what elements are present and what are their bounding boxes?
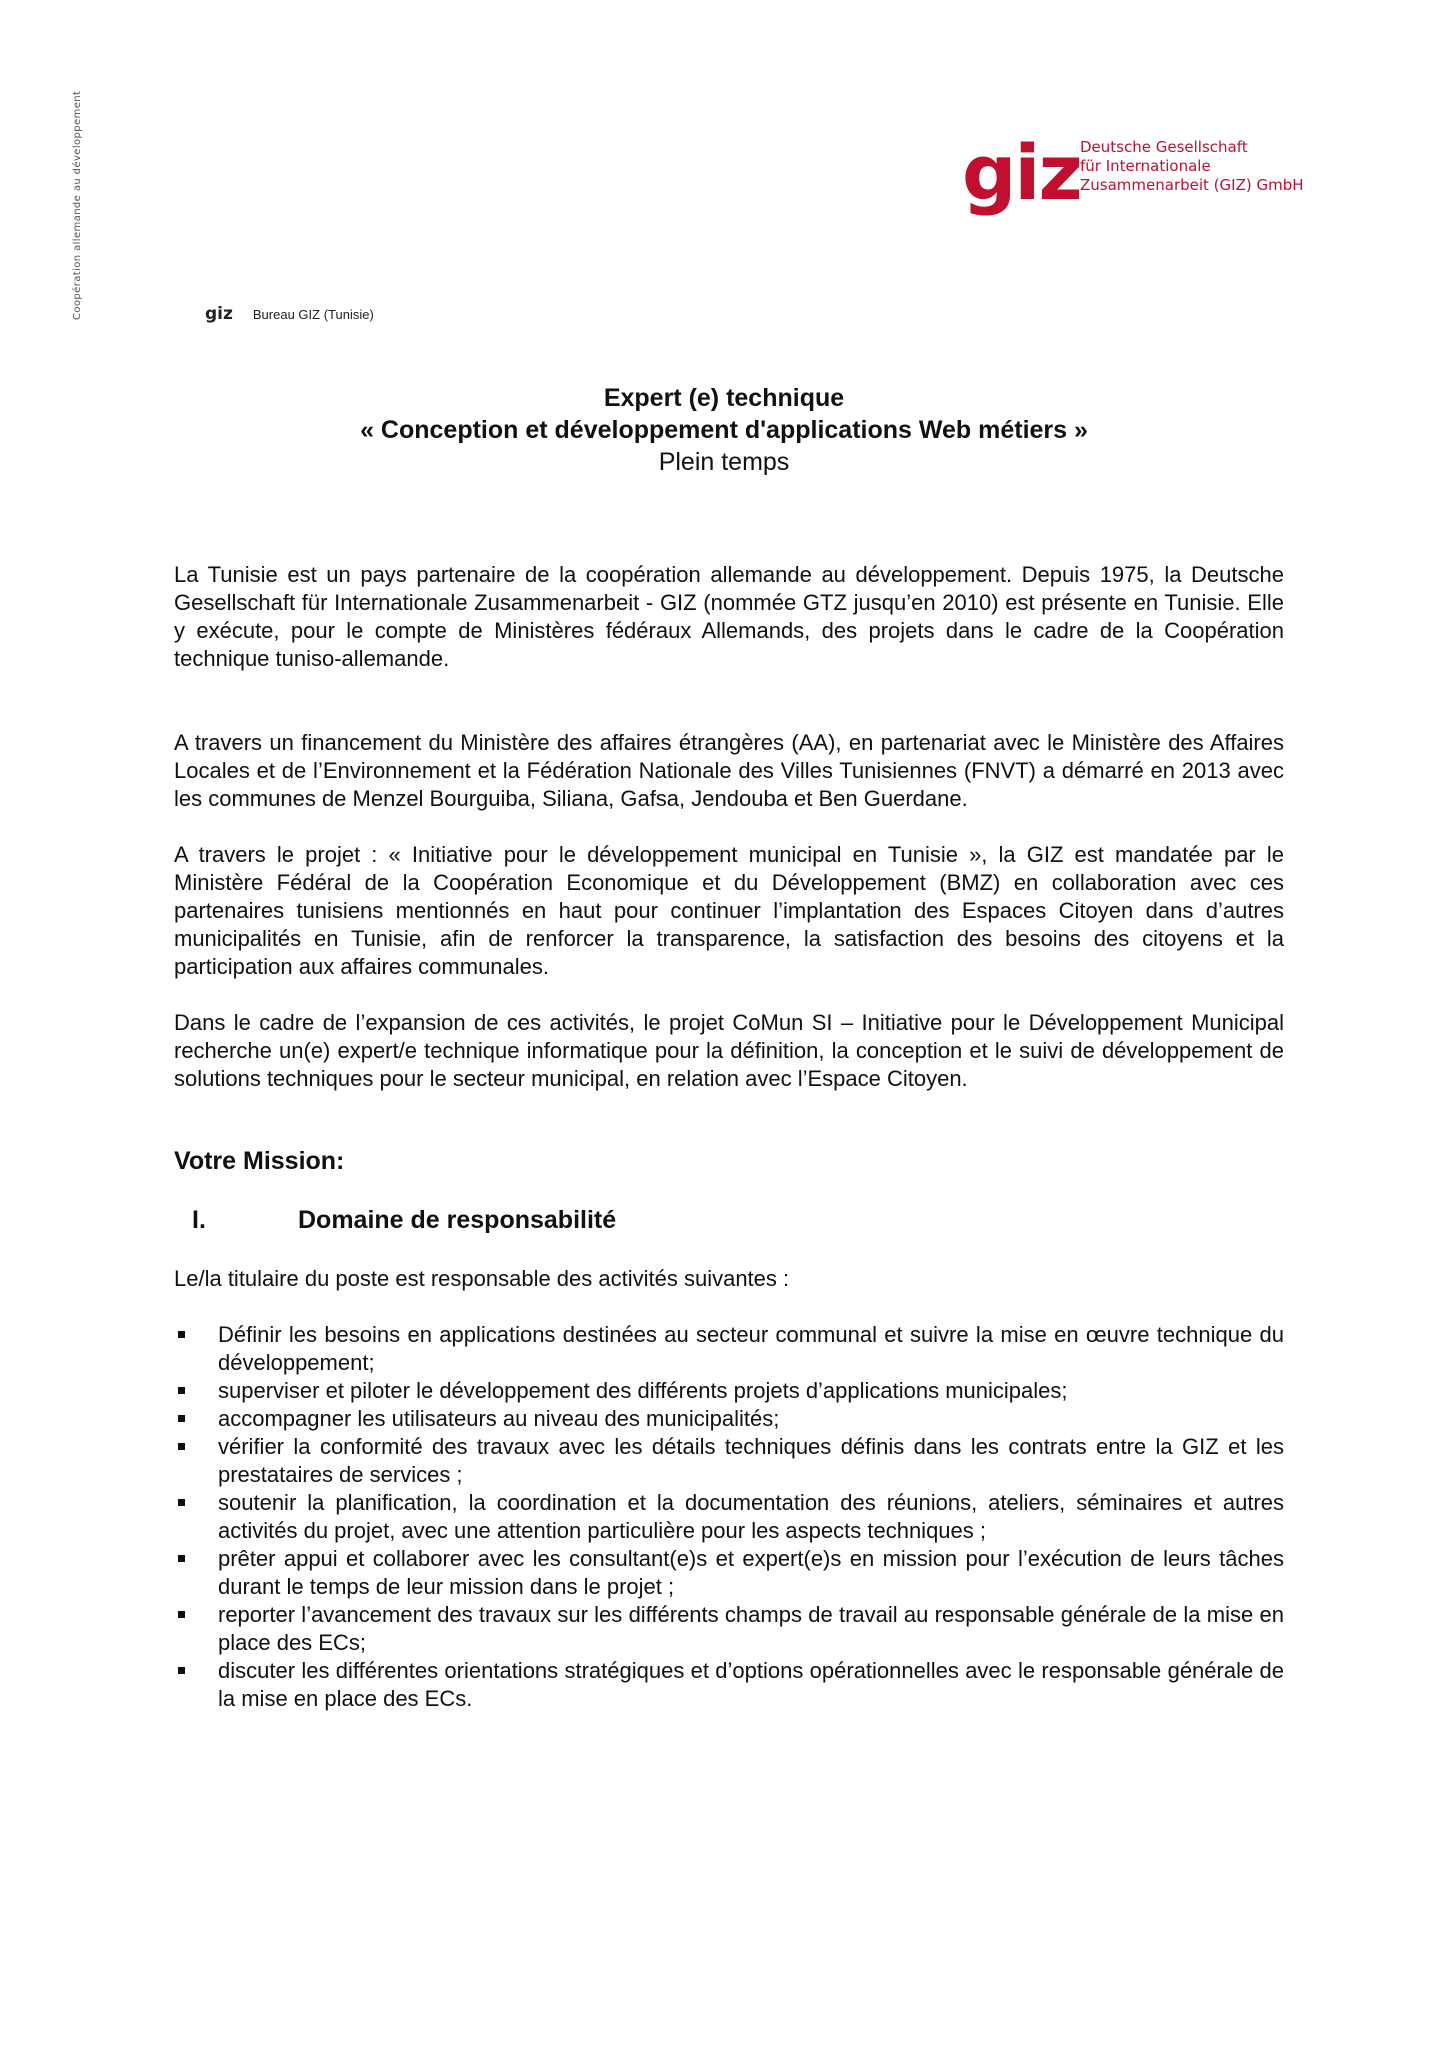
document-body: [174, 561, 1284, 1713]
giz-logo-mark: giz: [962, 128, 1081, 217]
list-item: [174, 1321, 1284, 1377]
bullet-icon: [178, 1555, 185, 1562]
bullet-icon: [178, 1415, 185, 1422]
bullet-icon: [178, 1387, 185, 1394]
mission-heading: Votre Mission:: [174, 1147, 345, 1175]
context-paragraph: Dans le cadre de l’expansion de ces activités, le projet CoMun SI – Initiative pour le Développement Municipal recherche un(e) expert/e technique informatique pour la définition, la conception et le suivi de développement de solutions techniques pour le secteur municipal, en relation avec l’Espace Citoyen.: [174, 1010, 1284, 1091]
list-item-text: discuter les différentes orientations stratégiques et d’options opérationnelles avec le responsable générale de la mise en place des ECs.: [218, 1658, 1284, 1711]
job-title-block: [0, 382, 1448, 478]
bullet-icon: [178, 1667, 185, 1674]
list-item-text: prêter appui et collaborer avec les consultant(e)s et expert(e)s en mission pour l’exécution de leurs tâches durant le temps de leur mission dans le projet ;: [218, 1546, 1284, 1599]
bullet-icon: [178, 1611, 185, 1618]
section-number: I.: [192, 1206, 206, 1234]
job-title: Expert (e) technique: [603, 384, 845, 412]
project-paragraph: A travers le projet : « Initiative pour le développement municipal en Tunisie », la GIZ est mandatée par le Ministère Fédéral de la Coopération Economique et du Développement (BMZ) en collaboration avec ces partenaires tunisiens mentionnés en haut pour continuer l’implantation des Espaces Citoyen dans d’autres municipalités en Tunisie, afin de renforcer la transparence, la satisfaction des besoins des citoyens et la participation aux affaires communales.: [174, 842, 1284, 979]
bullet-icon: [178, 1443, 185, 1450]
job-contract-type: Plein temps: [658, 448, 790, 476]
list-item: [174, 1489, 1284, 1545]
list-item-text: vérifier la conformité des travaux avec les détails techniques définis dans les contrats entre la GIZ et les prestataires de services ;: [218, 1434, 1284, 1487]
list-item-text: soutenir la planification, la coordination et la documentation des réunions, ateliers, séminaires et autres activités du projet, avec une attention particulière pour les aspects techniques ;: [218, 1490, 1284, 1543]
bullet-icon: [178, 1499, 185, 1506]
bureau-header: [205, 304, 374, 324]
list-item-text: Définir les besoins en applications destinées au secteur communal et suivre la mise en œuvre technique du développement;: [218, 1322, 1284, 1375]
logo-line-3: Zusammenarbeit (GIZ) GmbH: [1080, 176, 1304, 194]
section-heading: [174, 1206, 1284, 1235]
list-item-text: superviser et piloter le développement des différents projets d’applications municipales;: [218, 1378, 1068, 1403]
intro-paragraph: La Tunisie est un pays partenaire de la coopération allemande au développement. Depuis 1975, la Deutsche Gesellschaft für Internationale Zusammenarbeit - GIZ (nommée GTZ jusqu’en 2010) est présente en Tunisie. Elle y exécute, pour le compte de Ministères fédéraux Allemands, des projets dans le cadre de la Coopération technique tuniso-allemande.: [174, 562, 1284, 671]
funding-paragraph: A travers un financement du Ministère des affaires étrangères (AA), en partenariat avec le Ministère des Affaires Locales et de l’Environnement et la Fédération Nationale des Villes Tunisiennes (FNVT) a démarré en 2013 avec les communes de Menzel Bourguiba, Siliana, Gafsa, Jendouba et Ben Guerdane.: [174, 730, 1284, 811]
list-item: [174, 1601, 1284, 1657]
logo-line-2: für Internationale: [1080, 157, 1211, 175]
responsibilities-intro: Le/la titulaire du poste est responsable des activités suivantes :: [174, 1266, 790, 1291]
bureau-label: Bureau GIZ (Tunisie): [252, 307, 374, 322]
list-item: [174, 1405, 1284, 1433]
bullet-icon: [178, 1331, 185, 1338]
giz-logo-text: [1080, 138, 1304, 195]
giz-logo: [962, 128, 1304, 218]
side-vertical-text: Coopération allemande au développement: [72, 90, 83, 320]
list-item: [174, 1377, 1284, 1405]
responsibilities-list: [174, 1321, 1284, 1713]
list-item: [174, 1657, 1284, 1713]
list-item: [174, 1545, 1284, 1601]
list-item-text: reporter l’avancement des travaux sur les différents champs de travail au responsable générale de la mise en place des ECs;: [218, 1602, 1284, 1655]
list-item-text: accompagner les utilisateurs au niveau des municipalités;: [218, 1406, 780, 1431]
small-giz-logo: giz: [205, 304, 233, 324]
job-subtitle: « Conception et développement d'applications Web métiers »: [360, 416, 1088, 444]
section-title: Domaine de responsabilité: [298, 1206, 617, 1234]
list-item: [174, 1433, 1284, 1489]
logo-line-1: Deutsche Gesellschaft: [1080, 138, 1248, 156]
